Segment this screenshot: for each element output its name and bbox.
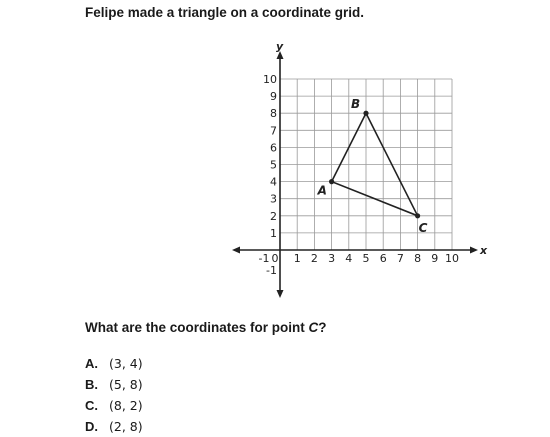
x-axis-arrow-left [232,247,240,254]
point-label-a: A [317,183,327,198]
x-tick-label: 3 [328,252,336,265]
x-tick-label: 8 [414,252,422,265]
x-tick-label: 6 [379,252,387,265]
choice-a[interactable] [85,353,143,374]
point-b [363,111,368,116]
y-tick-label: -1 [266,264,277,277]
y-tick-label: 3 [270,192,277,206]
point-label-c: C [418,220,428,235]
y-tick-label: 4 [270,175,277,189]
choice-text: (3, 4) [109,356,143,371]
question-text [85,320,327,335]
point-c [415,213,420,218]
y-tick-label: 2 [270,209,277,223]
choice-b[interactable] [85,374,143,395]
x-tick-label: 5 [362,252,370,265]
point-label-b: B [351,97,361,112]
point-a [329,179,334,184]
x-tick-label: 9 [431,252,439,265]
choice-letter: C. [85,398,98,413]
choice-letter: A. [85,356,98,371]
choice-c[interactable] [85,395,143,416]
x-tick-label: 4 [345,252,353,265]
answer-choices [85,353,143,437]
problem-intro: Felipe made a triangle on a coordinate grid. [85,5,365,20]
choice-text: (5, 8) [109,377,143,392]
y-tick-label: 9 [270,90,277,104]
x-tick-label: 0 [271,252,279,265]
y-tick-label: 10 [263,73,277,86]
choice-text: (8, 2) [109,398,143,413]
x-tick-label: 1 [293,252,301,265]
question-suffix: ? [318,320,327,335]
choice-text: (2, 8) [109,419,143,434]
y-tick-label: 7 [270,124,277,138]
x-tick-label: 2 [310,252,318,265]
y-tick-label: 6 [270,141,277,155]
y-tick-label: 5 [270,158,277,172]
y-tick-label: 1 [270,226,277,240]
choice-d[interactable] [85,416,143,437]
x-axis-label: x [480,244,488,257]
choice-letter: D. [85,419,98,434]
x-axis-arrow-right [470,247,478,254]
x-tick-label: 10 [445,252,459,265]
y-axis-arrow-down [277,290,284,298]
question-point: C [308,320,319,335]
y-axis-label: y [276,40,284,53]
question-prefix: What are the coordinates for point [85,320,309,335]
x-tick-label: -1 [258,252,270,265]
y-tick-label: 8 [270,107,277,121]
x-tick-label: 7 [396,252,404,265]
choice-letter: B. [85,377,98,392]
